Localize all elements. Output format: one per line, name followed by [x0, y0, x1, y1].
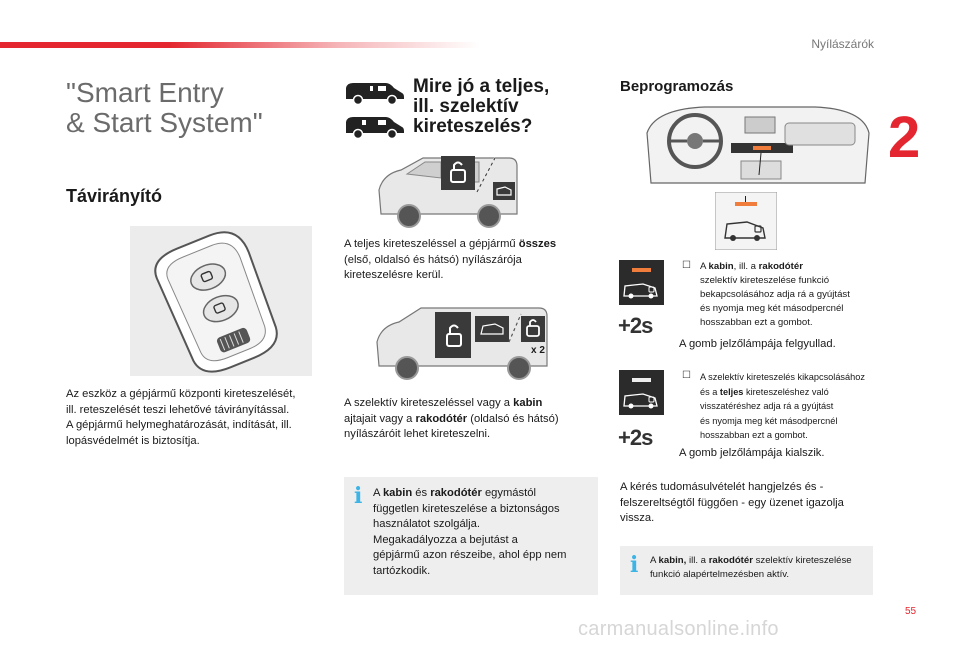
enable-selective-step: [700, 260, 850, 330]
page-title-line: & Start System": [66, 107, 263, 138]
text-span: A teljes kireteszeléssel a gépjármű: [344, 238, 519, 250]
text-line: gépjármű azon részeibe, ahol épp nem: [373, 549, 567, 561]
bullet-marker: ☐: [682, 260, 691, 271]
text-line: (első, oldalsó és hátsó) nyílászárója: [344, 253, 522, 266]
heading-line: ill. szelektív: [413, 96, 519, 117]
programming-heading: Beprogramozás: [620, 78, 734, 95]
text-line: A gépjármű helymeghatározását, indítását, ill.: [66, 419, 292, 431]
text-line: nyílászáróit lehet kireteszelni.: [344, 428, 491, 440]
text-line: Az eszköz a gépjármű központi kireteszelését,: [66, 388, 296, 400]
text-line: felszereltségtől függően - egy üzenet igazolja: [620, 496, 844, 509]
text-line: tartózkodik.: [373, 564, 431, 577]
text-bold: kabin: [513, 397, 543, 409]
text-line: szelektív kireteszelése funkció: [700, 275, 830, 286]
disable-selective-step: [700, 370, 865, 443]
info-icon: i: [630, 552, 639, 578]
bullet-marker: ☐: [682, 370, 691, 381]
text-line: [373, 486, 566, 502]
text-line: [344, 396, 559, 412]
text-bold: kabin: [382, 487, 413, 499]
page-title: [66, 78, 263, 138]
text-line: bekapcsolásához adja rá a gyújtást: [700, 289, 850, 300]
text-bold: kabin,: [658, 555, 687, 566]
text-line: Megakadályozza a bejutást a: [373, 533, 518, 546]
text-bold: teljes: [719, 386, 744, 397]
text-span: A szelektív kireteszeléssel vagy a: [344, 397, 514, 409]
text-bold: rakodótér: [415, 412, 468, 425]
dashboard-illustration: [645, 103, 871, 187]
info-icon: i: [354, 483, 363, 509]
section-title: Nyílászárók: [811, 37, 874, 51]
text-line: hosszabban ezt a gombot.: [700, 430, 808, 441]
page-number: 55: [905, 606, 917, 617]
heading-line: kireteszelés?: [413, 116, 533, 137]
text-span: , ill. a: [733, 261, 759, 272]
text-line: [700, 260, 850, 274]
text-line: [700, 385, 865, 400]
selective-unlock-description: [344, 396, 559, 443]
text-span: és a: [700, 386, 720, 397]
text-line: [650, 554, 852, 568]
chapter-number: 2: [888, 105, 921, 170]
van-selective-unlock-illustration: [371, 302, 551, 382]
text-span: szelektív kireteszelése: [752, 555, 852, 566]
remote-subtitle: Távirányító: [66, 186, 163, 206]
key-fob-illustration: [130, 226, 312, 376]
watermark: carmanualsonline.info: [578, 618, 779, 640]
unlocking-heading: [413, 77, 549, 137]
text-span: A: [700, 261, 709, 272]
text-line: lopásvédelmét is biztosítja.: [66, 434, 200, 447]
text-line: visszatéréshez adja rá a gyújtást: [700, 401, 834, 412]
indicator-off-result: A gomb jelzőlámpája kialszik.: [679, 447, 825, 459]
cabin-button-closeup: [715, 192, 777, 250]
page-title-line: "Smart Entry: [66, 77, 224, 108]
text-line: A kérés tudomásulvételét hangjelzés és -: [620, 481, 824, 493]
info-safety-text: [373, 486, 566, 579]
timer-2s-icon: +2s: [618, 425, 653, 450]
text-span: ill. a: [686, 555, 709, 566]
text-bold: rakodótér: [430, 487, 482, 499]
text-span: A: [650, 555, 659, 566]
full-unlock-description: [344, 237, 556, 284]
selective-button-indicator-off: [619, 370, 664, 415]
text-line: használatot szolgálja.: [373, 518, 480, 530]
text-span: kireteszeléshez való: [743, 386, 829, 397]
press-twice-label: x 2: [531, 345, 545, 356]
selective-button-indicator-on: [619, 260, 664, 305]
text-span: egymástól: [481, 487, 536, 499]
text-bold: rakodótér: [708, 555, 753, 566]
text-line: független kireteszelése a biztonságos: [373, 502, 560, 515]
van-icon-selective: [344, 113, 406, 139]
confirmation-description: [620, 480, 844, 527]
van-icon-full: [344, 79, 406, 105]
text-span: ajtajait vagy a: [344, 412, 416, 425]
indicator-on-result: A gomb jelzőlámpája felgyullad.: [679, 338, 836, 350]
text-span: A: [373, 487, 383, 499]
van-full-unlock-illustration: [371, 152, 521, 234]
text-line: vissza.: [620, 512, 655, 524]
remote-description: [66, 387, 295, 449]
text-line: és nyomja meg két másodpercnél: [700, 303, 844, 314]
timer-2s-icon: +2s: [618, 313, 653, 338]
text-line: hosszabban ezt a gombot.: [700, 317, 813, 328]
heading-line: Mire jó a teljes,: [413, 76, 550, 97]
text-span: (oldalsó és hátsó): [467, 412, 559, 425]
text-line: ill. reteszelését teszi lehetővé távirányítással.: [66, 403, 290, 416]
info-default-text: [650, 554, 852, 582]
header-accent-bar: [0, 42, 480, 48]
text-bold: összes: [518, 238, 557, 250]
text-line: kireteszelésre kerül.: [344, 269, 444, 281]
text-line: A szelektív kireteszelés kikapcsolásához: [700, 372, 865, 382]
text-line: funkció alapértelmezésben aktív.: [650, 569, 790, 580]
text-line: és nyomja meg két másodpercnél: [700, 415, 838, 426]
text-span: és: [412, 487, 431, 499]
text-bold: rakodótér: [758, 261, 803, 272]
text-bold: kabin: [708, 261, 734, 272]
text-line: [344, 412, 559, 428]
text-line: [344, 237, 556, 253]
